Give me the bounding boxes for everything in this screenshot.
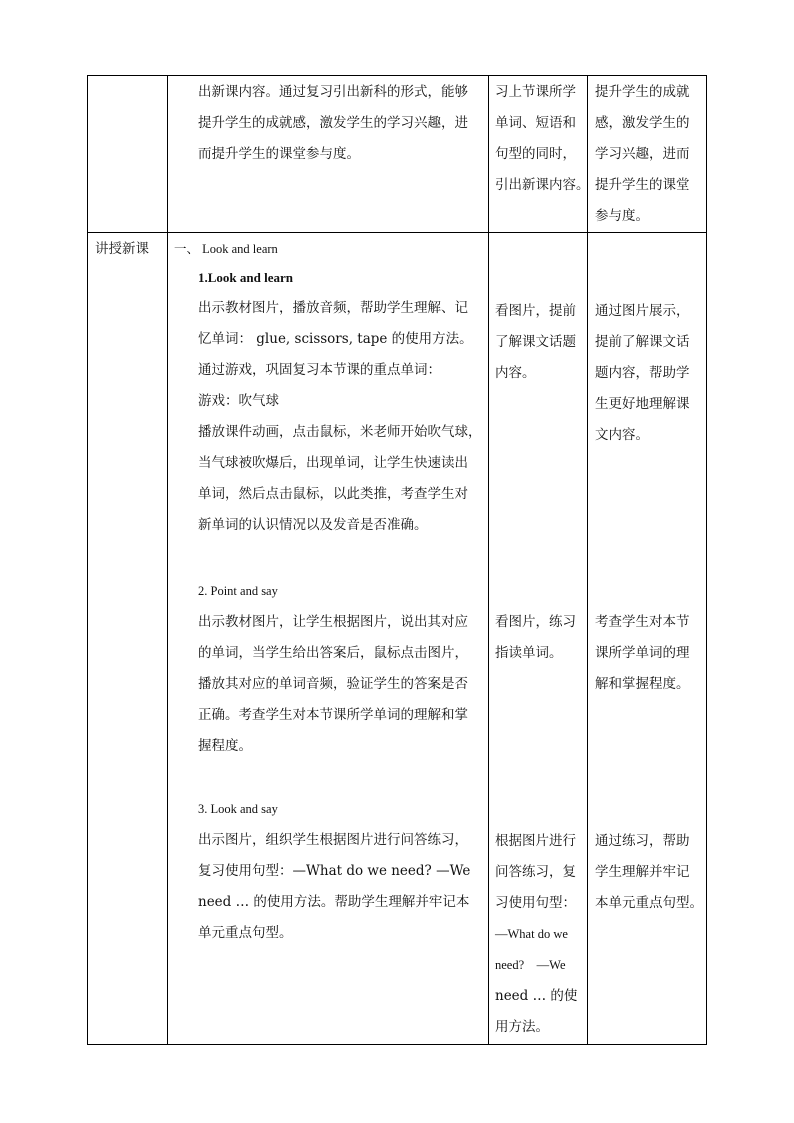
row1-col4-cell <box>595 77 690 232</box>
text-line: 指读单词。 <box>495 645 563 661</box>
text-line: 解和掌握程度。 <box>595 676 690 692</box>
text-line: 而提升学生的课堂参与度。 <box>198 146 360 162</box>
table-right-border <box>706 75 707 1045</box>
text-line: —What do we <box>495 927 568 941</box>
text-line: 正确。考查学生对本节课所学单词的理解和掌 <box>198 707 468 723</box>
stage-label: 讲授新课 <box>95 241 149 257</box>
row1-col2-cell <box>198 77 468 170</box>
text-line: 问答练习，复 <box>495 864 576 880</box>
text-line: 出示教材图片，让学生根据图片，说出其对应 <box>198 614 468 630</box>
text-line: need? —We <box>495 958 566 972</box>
row1-col3-cell <box>495 77 590 201</box>
text-line: 播放其对应的单词音频，验证学生的答案是否 <box>198 676 468 692</box>
text-line: 看图片，练习 <box>495 614 576 630</box>
text-line: 题内容，帮助学 <box>595 365 690 381</box>
text-line: 通过图片展示， <box>595 303 690 319</box>
part3-purpose-cell <box>595 826 703 919</box>
text-line: 参与度。 <box>595 208 649 224</box>
text-line: 游戏：吹气球 <box>198 393 279 409</box>
row-divider <box>87 232 707 233</box>
text-line: 看图片，提前 <box>495 303 576 319</box>
text-line: 生更好地理解课 <box>595 396 690 412</box>
text-line: 引出新课内容。 <box>495 177 590 193</box>
text-line: 的单词，当学生给出答案后，鼠标点击图片， <box>198 645 468 661</box>
part1-student-cell <box>495 296 576 389</box>
part2-heading: 2. Point and say <box>198 584 278 598</box>
column-divider-1 <box>167 75 168 1045</box>
text-line: 当气球被吹爆后，出现单词，让学生快速读出 <box>198 455 468 471</box>
section-heading-text: 一、 Look and learn <box>174 242 278 256</box>
text-line: 单元重点句型。 <box>198 925 293 941</box>
text-line: 通过游戏，巩固复习本节课的重点单词： <box>198 362 441 378</box>
text-line: 句型的同时， <box>495 146 576 162</box>
text-line: 单词，然后点击鼠标，以此类推，考查学生对 <box>198 486 468 502</box>
text-line: 出示教材图片，播放音频，帮助学生理解、记 <box>198 300 468 316</box>
text-line: 提升学生的成就感，激发学生的学习兴趣，进 <box>198 115 468 131</box>
column-divider-2 <box>488 75 489 1045</box>
text-line: 感，激发学生的 <box>595 115 690 131</box>
text-line: need … 的使 <box>495 988 578 1004</box>
text-line: 提升学生的成就 <box>595 84 690 100</box>
text-line: 课所学单词的理 <box>595 645 690 661</box>
text-line: 出新课内容。通过复习引出新科的形式，能够 <box>198 84 468 100</box>
table-left-border <box>87 75 88 1045</box>
text-line: 复习使用句型：—What do we need? —We <box>198 863 471 879</box>
part1-teacher-cell <box>198 262 482 541</box>
part3-teacher-cell <box>198 794 470 949</box>
table-top-border <box>87 75 707 76</box>
column-divider-3 <box>587 75 588 1045</box>
part2-student-cell <box>495 607 576 669</box>
text-line: 用方法。 <box>495 1019 549 1035</box>
text-line: 了解课文话题 <box>495 334 576 350</box>
text-line: 本单元重点句型。 <box>595 895 703 911</box>
text-line: 习上节课所学 <box>495 84 576 100</box>
text-line: 单词、短语和 <box>495 115 576 131</box>
row2-stage-label <box>95 234 149 265</box>
text-line: 学生理解并牢记 <box>595 864 690 880</box>
text-line: 通过练习，帮助 <box>595 833 690 849</box>
text-line: 播放课件动画，点击鼠标，米老师开始吹气球， <box>198 424 482 440</box>
part1-purpose-cell <box>595 296 690 451</box>
text-line: 握程度。 <box>198 738 252 754</box>
text-line: 文内容。 <box>595 427 649 443</box>
part2-purpose-cell <box>595 607 690 700</box>
text-line: 提前了解课文话 <box>595 334 690 350</box>
text-line: 根据图片进行 <box>495 833 576 849</box>
text-line: 出示图片，组织学生根据图片进行问答练习， <box>198 832 468 848</box>
text-line: need … 的使用方法。帮助学生理解并牢记本 <box>198 894 470 910</box>
part3-heading: 3. Look and say <box>198 802 278 816</box>
part3-student-cell <box>495 826 577 1043</box>
part2-teacher-cell <box>198 576 468 762</box>
text-line: 提升学生的课堂 <box>595 177 690 193</box>
text-line: 考查学生对本节 <box>595 614 690 630</box>
table-bottom-border <box>87 1044 707 1045</box>
text-line: 习使用句型： <box>495 895 576 911</box>
section-heading <box>174 234 278 265</box>
text-line: 学习兴趣，进而 <box>595 146 690 162</box>
text-line: 忆单词： glue, scissors, tape 的使用方法。 <box>198 331 473 347</box>
part1-heading: 1.Look and learn <box>198 270 293 285</box>
text-line: 新单词的认识情况以及发音是否准确。 <box>198 517 428 533</box>
text-line: 内容。 <box>495 365 536 381</box>
